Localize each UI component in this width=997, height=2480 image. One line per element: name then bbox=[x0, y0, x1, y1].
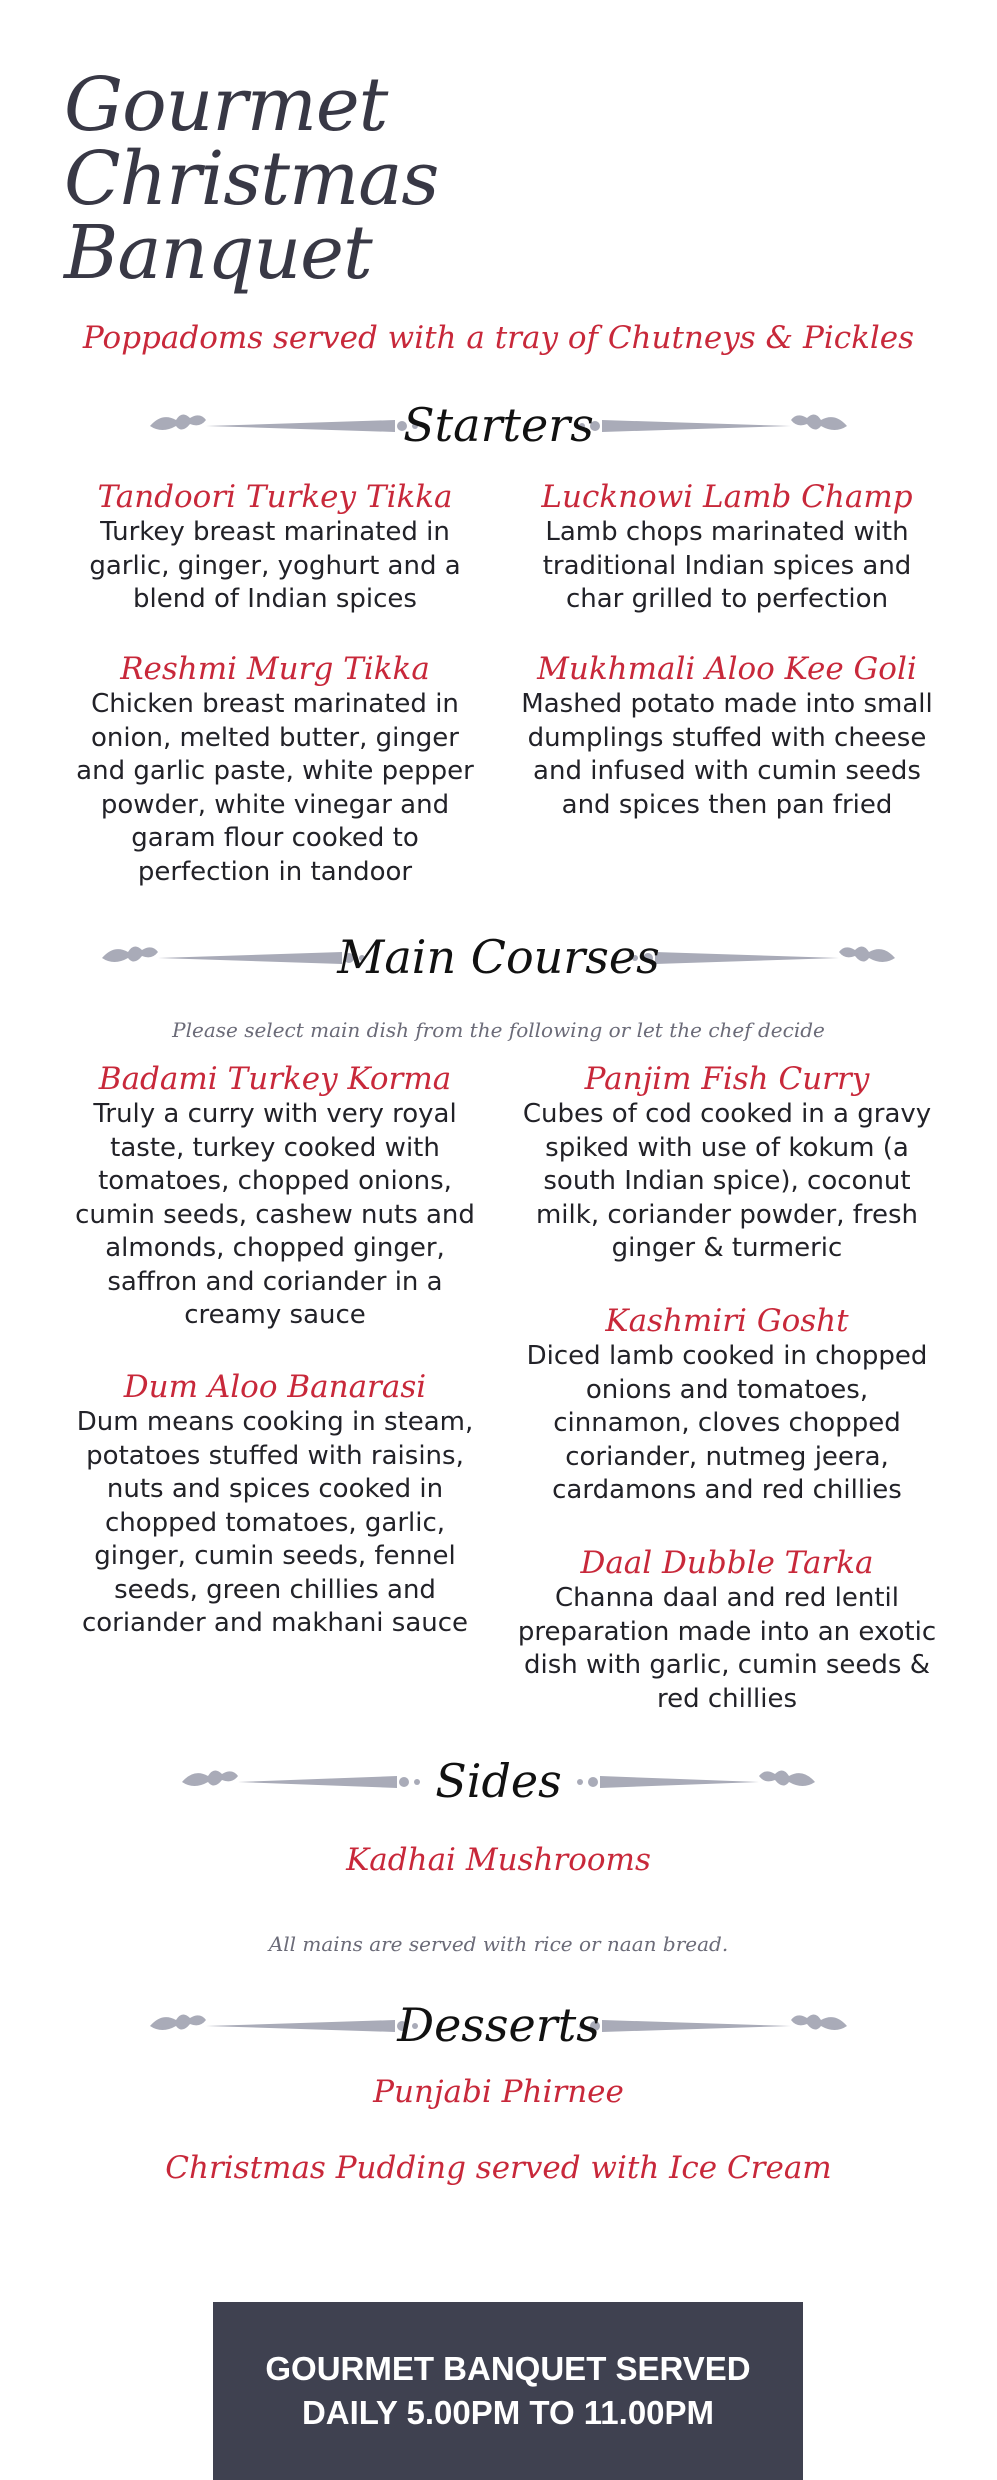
dish-name: Kashmiri Gosht bbox=[605, 1303, 849, 1339]
starter-item bbox=[65, 478, 485, 617]
menu-title-line2: Banquet bbox=[64, 210, 372, 296]
mains-note: Please select main dish from the following or let the chef decide bbox=[172, 1018, 825, 1042]
starter-item bbox=[517, 650, 937, 822]
section-title-mains: Main Courses bbox=[337, 930, 660, 984]
dish-name: Tandoori Turkey Tikka bbox=[97, 479, 453, 515]
dish-description: Truly a curry with very royal taste, turkey cooked with tomatoes, chopped onions, cumin seeds, cashew nuts and almonds, chopped ginger, saffron and coriander in a creamy sauce bbox=[75, 1099, 475, 1330]
dish-description: Cubes of cod cooked in a gravy spiked with use of kokum (a south Indian spice), coconut milk, coriander powder, fresh ginger & turmeric bbox=[522, 1099, 932, 1263]
dish-name: Badami Turkey Korma bbox=[98, 1061, 452, 1097]
dish-description: Dum means cooking in steam, potatoes stuffed with raisins, nuts and spices cooked in chopped tomatoes, garlic, ginger, cumin seeds, fennel seeds, green chillies and coriander and makhani sauce bbox=[76, 1407, 474, 1638]
main-item bbox=[65, 1368, 485, 1641]
dish-description: Lamb chops marinated with traditional Indian spices and char grilled to perfection bbox=[542, 517, 912, 614]
dish-name: Daal Dubble Tarka bbox=[580, 1545, 874, 1581]
sides-note: All mains are served with rice or naan bread. bbox=[268, 1932, 729, 1956]
menu-title-line1: Gourmet Christmas bbox=[64, 62, 439, 222]
footer-line1: GOURMET BANQUET SERVED bbox=[265, 2350, 751, 2387]
menu-title bbox=[64, 62, 784, 296]
dish-description: Turkey breast marinated in garlic, ginger, yoghurt and a blend of Indian spices bbox=[89, 517, 461, 614]
main-item bbox=[65, 1060, 485, 1333]
sides-header bbox=[0, 1748, 997, 1818]
service-hours-banner bbox=[213, 2302, 803, 2480]
main-item bbox=[517, 1544, 937, 1716]
dish-description: Diced lamb cooked in chopped onions and tomatoes, cinnamon, cloves chopped coriander, nutmeg jeera, cardamons and red chillies bbox=[526, 1341, 928, 1505]
section-title-starters: Starters bbox=[403, 398, 594, 452]
starters-header bbox=[0, 392, 997, 462]
starter-item bbox=[517, 478, 937, 617]
dessert-item: Punjabi Phirnee bbox=[373, 2074, 624, 2110]
dish-name: Reshmi Murg Tikka bbox=[120, 651, 430, 687]
intro-text: Poppadoms served with a tray of Chutneys & Pickles bbox=[82, 320, 915, 356]
dish-name: Mukhmali Aloo Kee Goli bbox=[537, 651, 917, 687]
desserts-header bbox=[0, 1992, 997, 2062]
main-item bbox=[517, 1060, 937, 1266]
dish-description: Mashed potato made into small dumplings stuffed with cheese and infused with cumin seeds and spices then pan fried bbox=[521, 689, 933, 820]
section-title-desserts: Desserts bbox=[397, 1998, 600, 2052]
dessert-item: Christmas Pudding served with Ice Cream bbox=[165, 2150, 832, 2186]
dish-description: Channa daal and red lentil preparation made into an exotic dish with garlic, cumin seeds & red chillies bbox=[517, 1583, 937, 1714]
main-item bbox=[517, 1302, 937, 1508]
mains-header bbox=[0, 924, 997, 994]
starter-item bbox=[65, 650, 485, 889]
dish-name: Lucknowi Lamb Champ bbox=[541, 479, 913, 515]
dish-name: Panjim Fish Curry bbox=[584, 1061, 870, 1097]
section-title-sides: Sides bbox=[435, 1754, 562, 1808]
footer-line2: DAILY 5.00PM TO 11.00PM bbox=[301, 2394, 715, 2431]
side-item: Kadhai Mushrooms bbox=[346, 1842, 651, 1878]
dish-name: Dum Aloo Banarasi bbox=[123, 1369, 427, 1405]
dish-description: Chicken breast marinated in onion, melted butter, ginger and garlic paste, white pepper powder, white vinegar and garam flour cooked to perfection in tandoor bbox=[76, 689, 474, 887]
